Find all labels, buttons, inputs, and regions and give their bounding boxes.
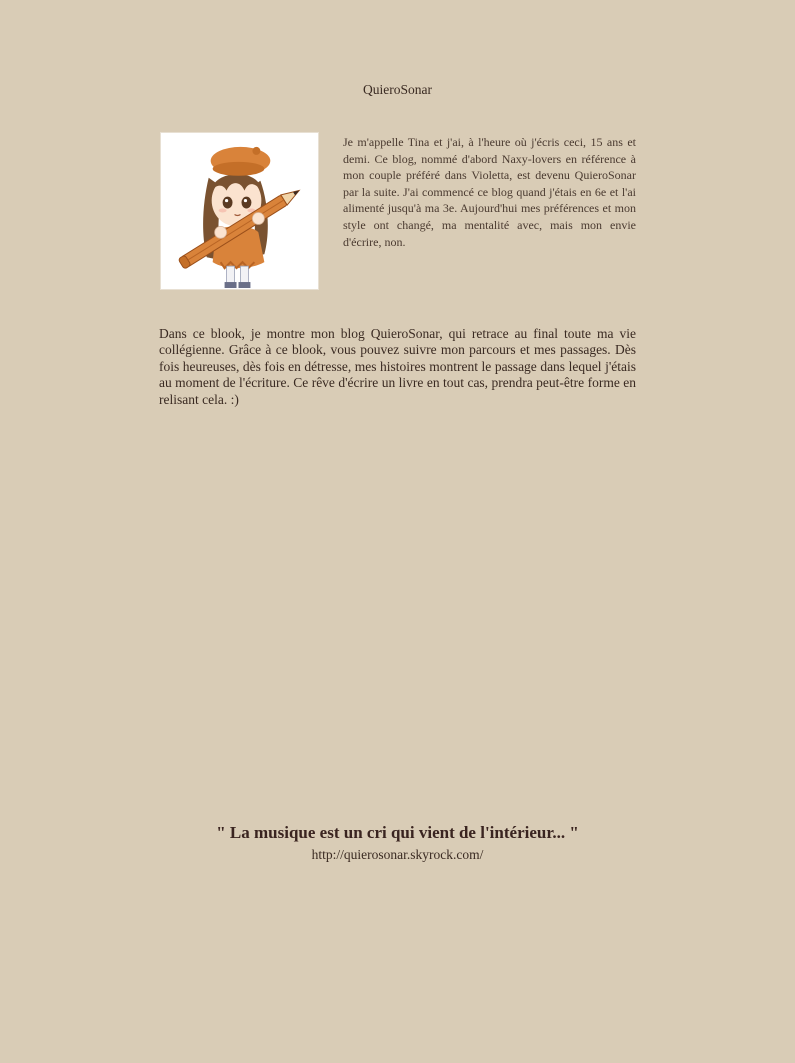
chibi-girl-pencil-illustration — [161, 133, 318, 289]
page-title: QuieroSonar — [363, 82, 432, 97]
avatar-image — [160, 132, 319, 290]
footer-quote: " La musique est un cri qui vient de l'intérieur... " — [216, 823, 579, 842]
intro-paragraph: Je m'appelle Tina et j'ai, à l'heure où j'écris ceci, 15 ans et demi. Ce blog, nommé d'abord Naxy-lovers en référence à mon couple préféré dans Violetta, est devenu QuieroSonar par la suite. J'ai commencé ce blog quand j'étais en 6e et l'ai alimenté jusqu'à ma 3e. Aujourd'hui mes préférences et mon style ont changé, ma mentalité avec, mais mon envie d'écrire, non. — [343, 135, 636, 249]
blook-description-paragraph: Dans ce blook, je montre mon blog QuieroSonar, qui retrace au final toute ma vie collégienne. Grâce à ce blook, vous pouvez suivre mon parcours et mes passages. Dès fois heureuses, dès fois en détresse, mes histoires montrent le passage dans lequel j'étais au moment de l'écriture. Ce rêve d'écrire un livre en tout cas, prendra peut-être forme en relisant cela. :) — [159, 326, 636, 407]
blog-url: http://quierosonar.skyrock.com/ — [311, 847, 484, 862]
